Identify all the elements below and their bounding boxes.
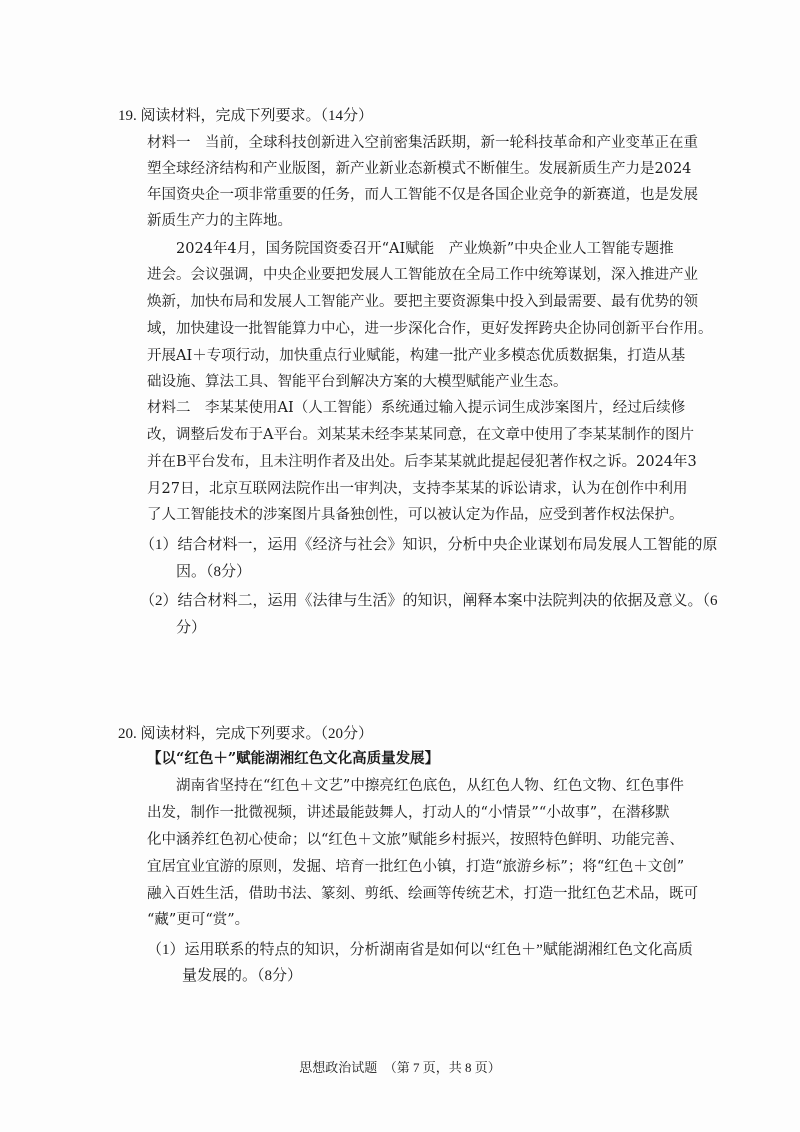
q19-material2-line: 改，调整后发布于A平台。刘某某未经李某某同意，在文章中使用了李某某制作的图片	[147, 427, 694, 443]
q20-sub1-cont: 量发展的。（8分）	[182, 968, 303, 984]
q19-material1-line: 新质生产力的主阵地。	[147, 213, 292, 229]
q20-material-line: 湖南省坚持在“红色＋文艺”中擦亮红色底色，从红色人物、红色文物、红色事件	[176, 778, 684, 794]
q19-material1-line: 2024年4月，国务院国资委召开“AI赋能 产业焕新”中央企业人工智能专题推	[176, 241, 674, 257]
q20-title: 【以“红色＋”赋能湖湘红色文化高质量发展】	[147, 750, 440, 767]
q20-material-line: 宜居宜业宜游的原则，发掘、培育一批红色小镇，打造“旅游乡标”；将“红色＋文创”	[147, 859, 685, 875]
q19-material1-line: 焕新，加快布局和发展人工智能产业。要把主要资源集中投入到最需要、最有优势的领	[147, 294, 698, 310]
q19-material1-line: 础设施、算法工具、智能平台到解决方案的大模型赋能产业生态。	[147, 374, 568, 390]
q19-material1-line: 开展AI＋专项行动，加快重点行业赋能，构建一批产业多模态优质数据集，打造从基	[147, 348, 686, 364]
q19-material1-line: 进会。会议强调，中央企业要把发展人工智能放在全局工作中统筹谋划，深入推进产业	[147, 267, 698, 283]
q19-material1-line: 年国资央企一项非常重要的任务，而人工智能不仅是各国企业竞争的新赛道，也是发展	[147, 187, 698, 203]
q19-material2-line: 材料二 李某某使用AI（人工智能）系统通过输入提示词生成涉案图片，经过后续修	[147, 400, 686, 416]
page-footer: 思想政治试题 （第 7 页，共 8 页）	[299, 1060, 501, 1075]
q20-material-line: 化中涵养红色初心使命；以“红色＋文旅”赋能乡村振兴，按照特色鲜明、功能完善、	[147, 832, 684, 848]
q19-sub1: （1）结合材料一，运用《经济与社会》知识，分析中央企业谋划布局发展人工智能的原	[140, 537, 718, 553]
q20-material-line: 出发，制作一批微视频，讲述最能鼓舞人，打动人的“小情景”“小故事”，在潜移默	[147, 805, 670, 821]
q19-sub1-cont: 因。（8分）	[176, 564, 252, 580]
q20-heading: 20. 阅读材料，完成下列要求。（20分）	[118, 726, 374, 742]
q20-material-line: 融入百姓生活，借助书法、篆刻、剪纸、绘画等传统艺术，打造一批红色艺术品，既可	[147, 886, 698, 902]
q19-material2-line: 了人工智能技术的涉案图片具备独创性，可以被认定为作品，应受到著作权法保护。	[147, 507, 684, 523]
q19-sub2: （2）结合材料二，运用《法律与生活》的知识，阐释本案中法院判决的依据及意义。（6	[140, 593, 718, 609]
q19-material1-line: 材料一 当前，全球科技创新进入空前密集活跃期，新一轮科技革命和产业变革正在重	[147, 135, 698, 151]
q19-material2-line: 并在B平台发布，且未注明作者及出处。后李某某就此提起侵犯著作权之诉。2024年3	[147, 454, 697, 470]
q19-sub2-cont: 分）	[176, 620, 207, 636]
q20-sub1: （1）运用联系的特点的知识，分析湖南省是如何以“红色＋”赋能湖湘红色文化高质	[147, 942, 693, 958]
q19-material1-line: 塑全球经济结构和产业版图，新产业新业态新模式不断催生。发展新质生产力是2024	[147, 161, 692, 177]
q19-material2-line: 月27日，北京互联网法院作出一审判决，支持李某某的诉讼请求，认为在创作中利用	[147, 481, 688, 497]
q19-heading: 19. 阅读材料，完成下列要求。（14分）	[118, 108, 374, 124]
q19-material1-line: 域，加快建设一批智能算力中心，进一步深化合作，更好发挥跨央企协同创新平台作用。	[147, 321, 713, 337]
q20-material-line: “藏”更可“赏”。	[147, 912, 250, 928]
